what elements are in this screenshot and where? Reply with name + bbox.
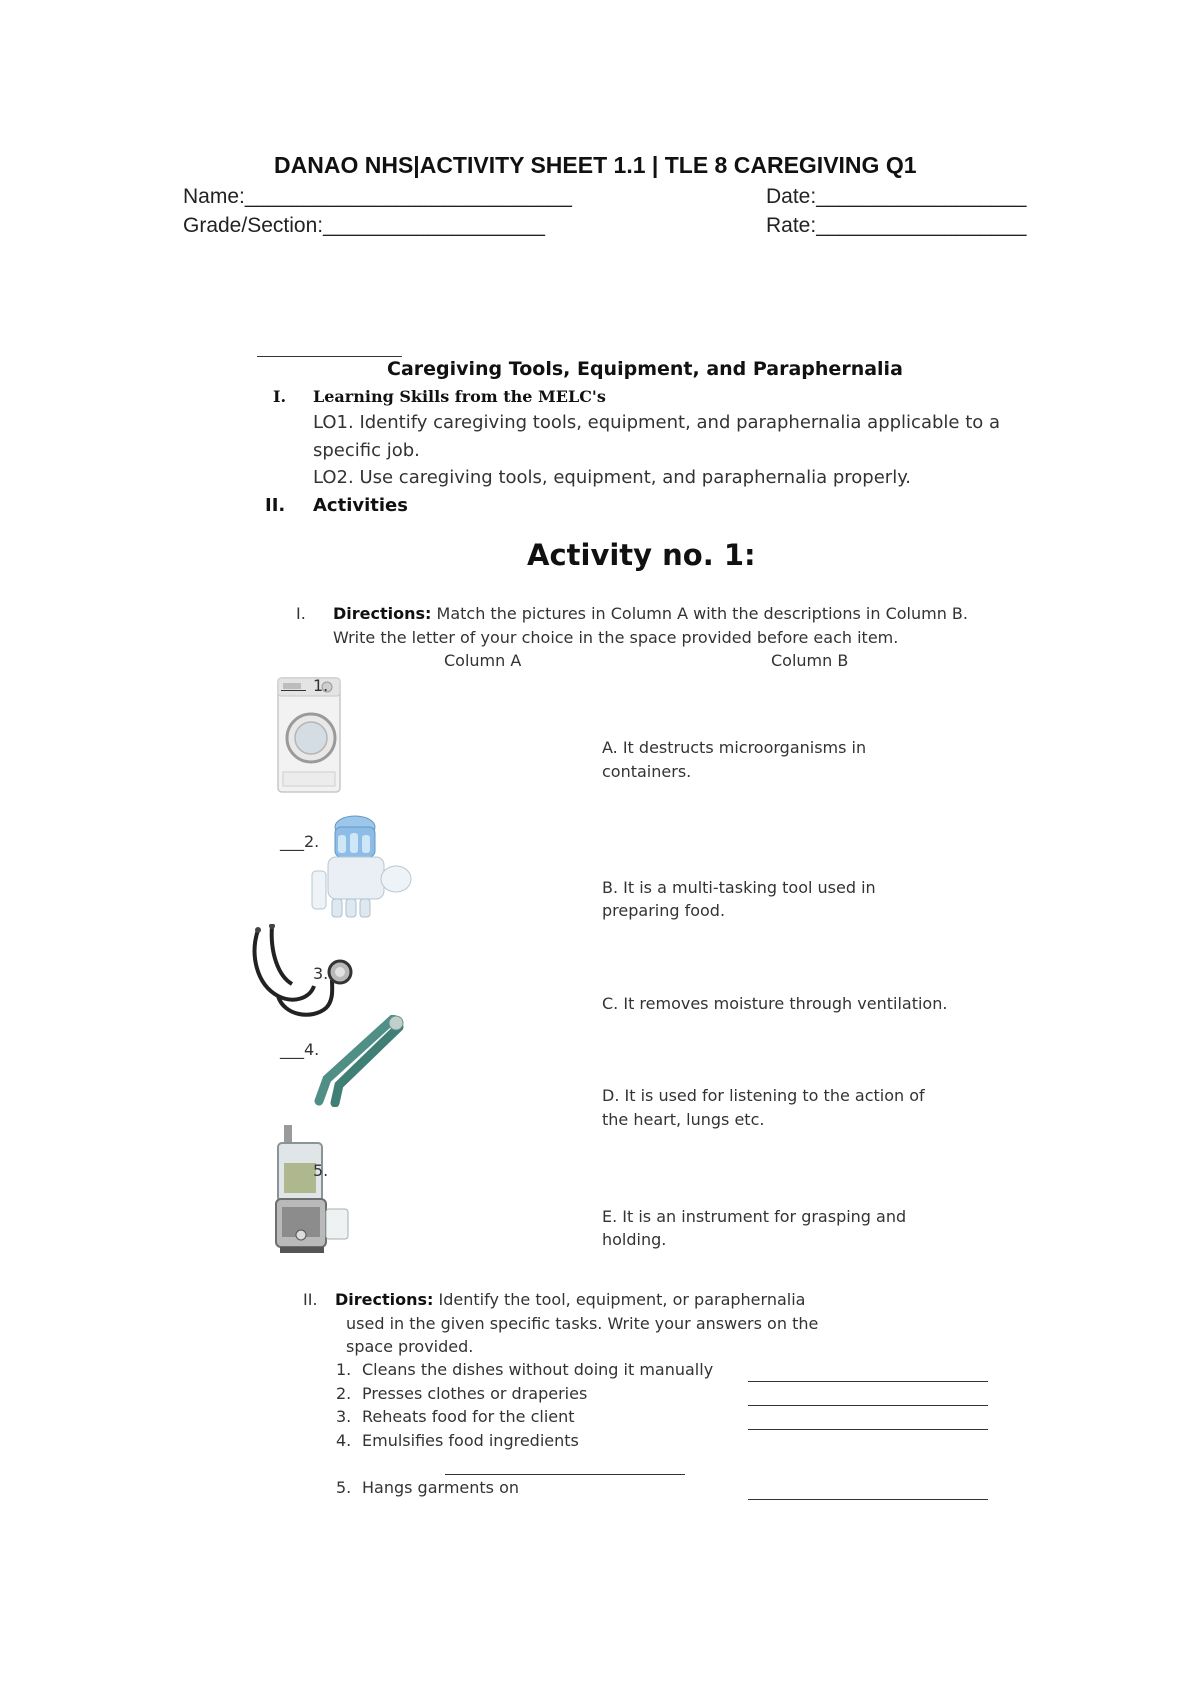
food-processor-icon (272, 1123, 357, 1255)
washing-machine-icon (275, 676, 345, 796)
answer-line-1 (281, 690, 306, 691)
description-b-line2: preparing food. (602, 901, 726, 920)
item-number-2: ___2. (280, 832, 320, 851)
item-number-5: 5. (313, 1161, 329, 1180)
description-b-line1: B. It is a multi-tasking tool used in (602, 878, 876, 897)
lo1-line1: LO1. Identify caregiving tools, equipment, and paraphernalia applicable to a (313, 412, 1001, 433)
part1-numeral: I. (273, 387, 287, 406)
matching-directions-line1 (333, 604, 968, 623)
identify-directions-line2: used in the given specific tasks. Write your answers on the (346, 1314, 819, 1333)
identify-item-text-5: Hangs garments on (362, 1478, 520, 1497)
column-b-header: Column B (771, 651, 849, 670)
activity-title: Activity no. 1: (527, 538, 756, 572)
identify-item-text-3: Reheats food for the client (362, 1407, 575, 1426)
item-number-4: ___4. (280, 1040, 320, 1059)
date-field[interactable]: Date:__________________ (766, 185, 1027, 208)
part2-numeral: II. (265, 495, 286, 516)
description-e-line2: holding. (602, 1230, 667, 1249)
identify-directions-line1 (335, 1290, 805, 1309)
matching-numeral: I. (296, 604, 306, 623)
identify-item-text-1: Cleans the dishes without doing it manually (362, 1360, 714, 1379)
directions-text: Match the pictures in Column A with the descriptions in Column B. (431, 604, 968, 623)
part2-heading: Activities (313, 495, 408, 516)
identify-numeral: II. (303, 1290, 318, 1309)
identify-answer-line-5[interactable] (748, 1499, 988, 1500)
identify-directions-line3: space provided. (346, 1337, 474, 1356)
identify-answer-line-2[interactable] (748, 1405, 988, 1406)
stethoscope-icon (248, 924, 358, 1024)
identify-item-text-2: Presses clothes or draperies (362, 1384, 588, 1403)
identify-item-number-2: 2. (336, 1384, 352, 1403)
section-title: Caregiving Tools, Equipment, and Paraphernalia (387, 358, 903, 380)
identify-answer-line-3[interactable] (748, 1429, 988, 1430)
rate-field[interactable]: Rate:__________________ (766, 214, 1027, 237)
bottle-sterilizer-icon (310, 813, 415, 919)
identify-answer-line-4[interactable] (445, 1474, 685, 1475)
tongs-icon (305, 1015, 405, 1107)
directions-label: Directions: (333, 604, 432, 623)
item-number-1: 1. (313, 676, 329, 695)
lo2-text: LO2. Use caregiving tools, equipment, and paraphernalia properly. (313, 467, 912, 488)
lo1-line2: specific job. (313, 440, 420, 461)
description-a-line1: A. It destructs microorganisms in (602, 738, 867, 757)
identify-item-number-5: 5. (336, 1478, 352, 1497)
page-title: DANAO NHS|ACTIVITY SHEET 1.1 | TLE 8 CAREGIVING Q1 (274, 152, 917, 178)
identify-item-text-4: Emulsifies food ingredients (362, 1431, 579, 1450)
part1-heading: Learning Skills from the MELC's (313, 387, 606, 406)
description-d-line2: the heart, lungs etc. (602, 1110, 765, 1129)
matching-directions-line2: Write the letter of your choice in the space provided before each item. (333, 628, 899, 647)
title-underline-rule (257, 356, 402, 357)
grade-section-field[interactable]: Grade/Section:___________________ (183, 214, 545, 237)
identify-item-number-4: 4. (336, 1431, 352, 1450)
description-c-line1: C. It removes moisture through ventilation. (602, 994, 948, 1013)
identify-answer-line-1[interactable] (748, 1381, 988, 1382)
description-d-line1: D. It is used for listening to the action of (602, 1086, 925, 1105)
item-number-3: 3. (313, 964, 329, 983)
description-a-line2: containers. (602, 762, 692, 781)
identify-item-number-1: 1. (336, 1360, 352, 1379)
identify-directions-label: Directions: (335, 1290, 434, 1309)
identify-directions-text: Identify the tool, equipment, or paraphernalia (433, 1290, 806, 1309)
description-e-line1: E. It is an instrument for grasping and (602, 1207, 907, 1226)
identify-item-number-3: 3. (336, 1407, 352, 1426)
name-field[interactable]: Name:____________________________ (183, 185, 572, 208)
column-a-header: Column A (444, 651, 522, 670)
